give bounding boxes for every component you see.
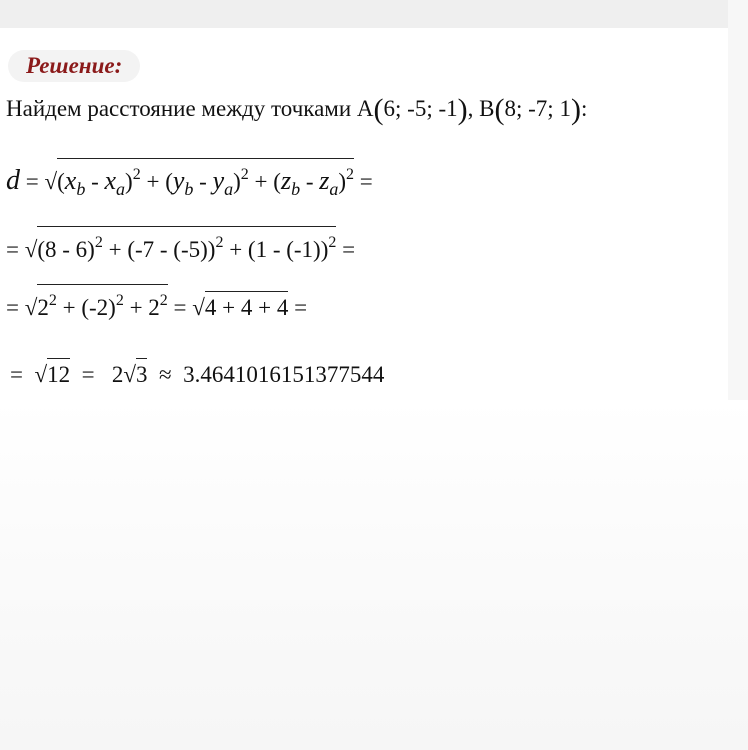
formula-radicand: $(x_b - x_a)^2 + (y_b - y_a)^2 + (z_b - z_a)^2$ [57, 158, 354, 204]
solution-label: Решение: [26, 53, 123, 78]
intro-text: Найдем расстояние между точками [6, 96, 352, 121]
approx-symbol: ≈ [158, 362, 172, 387]
point-a-coords: 6; -5; -1 [383, 96, 458, 121]
top-bar [0, 0, 728, 28]
point-b-name: B [479, 96, 495, 121]
intro-line: Найдем расстояние между точками A(6; -5; -1), B(8; -7; 1): [6, 93, 588, 126]
substitution-line: = √(8 - 6)$^2$ + (-7 - (-5))$^2$ + (1 - (-1))$^2$ = [6, 226, 355, 265]
point-b-coords: 8; -7; 1 [504, 96, 571, 121]
squares-radicand: $2^2 + (-2)^2 + 2^2$ [37, 284, 167, 323]
point-a-name: A [356, 96, 374, 121]
sum-radicand: 4 + 4 + 4 [205, 291, 288, 323]
root-12: 12 [47, 358, 70, 390]
distance-formula: $d = √(x_b - x_a)^2 + (y_b - y_a)^2 + (z_b - z_a)^2$ = [6, 158, 373, 204]
approx-value: 3.4641016151377544 [183, 362, 385, 387]
d-symbol: d [6, 165, 20, 196]
coefficient: 2 [111, 362, 124, 387]
faded-background [0, 400, 748, 750]
substitution-radicand: (8 - 6)$^2$ + (-7 - (-5))$^2$ + (1 - (-1))$^2$ [37, 226, 336, 265]
result-line: = √12 = 2√3 ≈ 3.4641016151377544 [10, 358, 384, 390]
solution-badge [8, 50, 140, 82]
simplification-line: = $√2^2 + (-2)^2 + 2^2 = √4 + 4 + 4$ = [6, 284, 307, 323]
root-3: 3 [136, 358, 148, 390]
